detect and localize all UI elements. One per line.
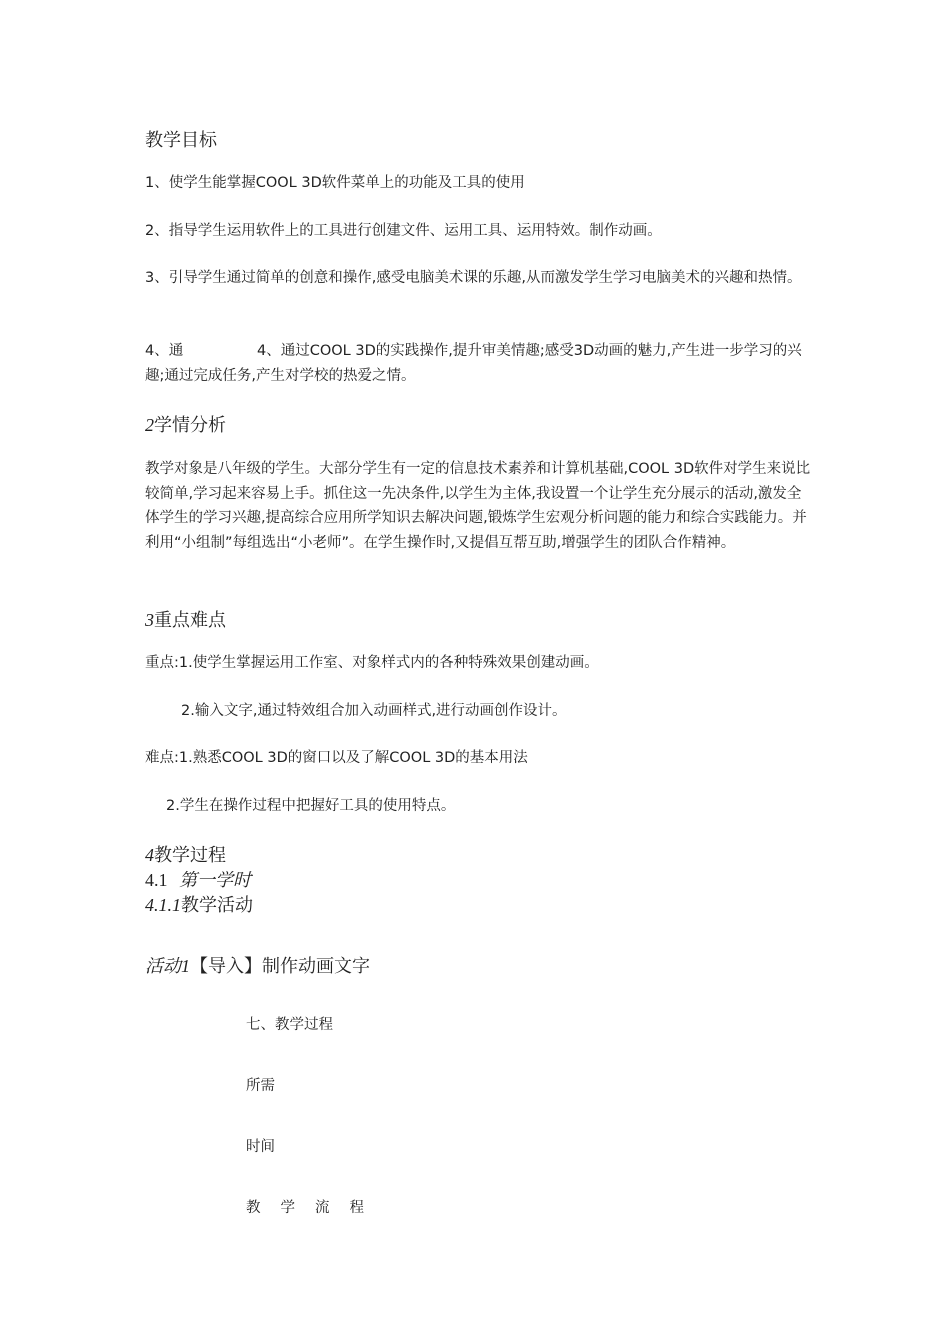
activity-prefix: 活动1 (145, 956, 190, 976)
objective-item-2: 2、指导学生运用软件上的工具进行创建文件、运用工具、运用特效。制作动画。 (145, 223, 662, 239)
subsection-number: 4.1 (145, 870, 168, 890)
section-heading-analysis (145, 411, 226, 437)
table-cell-required: 所需 (246, 1078, 275, 1094)
subsection-heading-first-lesson (145, 866, 251, 892)
subsubsection-heading-text: 教学活动 (181, 895, 253, 916)
key-point-2: 2.输入文字,通过特效组合加入动画样式,进行动画创作设计。 (181, 703, 567, 719)
subsection-heading-text: 第一学时 (178, 870, 251, 890)
section-heading-key-points (145, 606, 226, 632)
section-heading-text: 教学目标 (145, 130, 217, 151)
section-number: 4 (145, 845, 154, 865)
difficulty-1: 难点:1.熟悉COOL 3D的窗口以及了解COOL 3D的基本用法 (145, 750, 528, 766)
flow-char: 学 (280, 1200, 295, 1216)
objective-item-4: 4、通过COOL 3D的实践操作,提升审美情趣;感受3D动画的魅力,产生进一步学习的兴趣;通过完成任务,产生对学校的热爱之情。 (145, 343, 802, 384)
difficulty-2: 2.学生在操作过程中把握好工具的使用特点。 (166, 798, 456, 814)
key-point-1: 重点:1.使学生掌握运用工作室、对象样式内的各种特殊效果创建动画。 (145, 655, 599, 671)
objective-item-1: 1、使学生能掌握COOL 3D软件菜单上的功能及工具的使用 (145, 175, 525, 191)
objective-item-3: 3、引导学生通过简单的创意和操作,感受电脑美术课的乐趣,从而激发学生学习电脑美术的兴趣和热情。 (145, 270, 802, 286)
table-cell-process: 七、教学过程 (246, 1017, 333, 1033)
objective-item-4-prefix: 4、通 (145, 343, 184, 359)
subsubsection-heading-activities (145, 891, 253, 917)
activity-heading (145, 952, 370, 978)
section-heading-process (145, 841, 226, 867)
flow-char: 流 (315, 1200, 330, 1216)
section-heading-objectives (145, 126, 217, 152)
table-cell-teaching-flow (246, 1196, 384, 1220)
subsubsection-number: 4.1.1 (145, 895, 181, 915)
activity-title: 【导入】制作动画文字 (190, 956, 370, 977)
section-number: 2 (145, 415, 154, 435)
section-number: 3 (145, 610, 154, 630)
section-heading-text: 重点难点 (154, 610, 226, 631)
flow-char: 教 (246, 1200, 261, 1216)
section-heading-text: 学情分析 (154, 415, 226, 436)
flow-char: 程 (349, 1200, 364, 1216)
table-cell-time: 时间 (246, 1139, 275, 1155)
analysis-paragraph: 教学对象是八年级的学生。大部分学生有一定的信息技术素养和计算机基础,COOL 3D软件对学生来说比较简单,学习起来容易上手。抓住这一先决条件,以学生为主体,我设置一个让学生充分展示的活动,激发全体学生的学习兴趣,提高综合应用所学知识去解决问题,锻炼学生宏观分析问题的能力和综合实践能力。并利用“小组制”每组选出“小老师”。在学生操作时,又提倡互帮互助,增强学生的团队合作精神。 (145, 461, 811, 551)
section-heading-text: 教学过程 (154, 845, 226, 866)
